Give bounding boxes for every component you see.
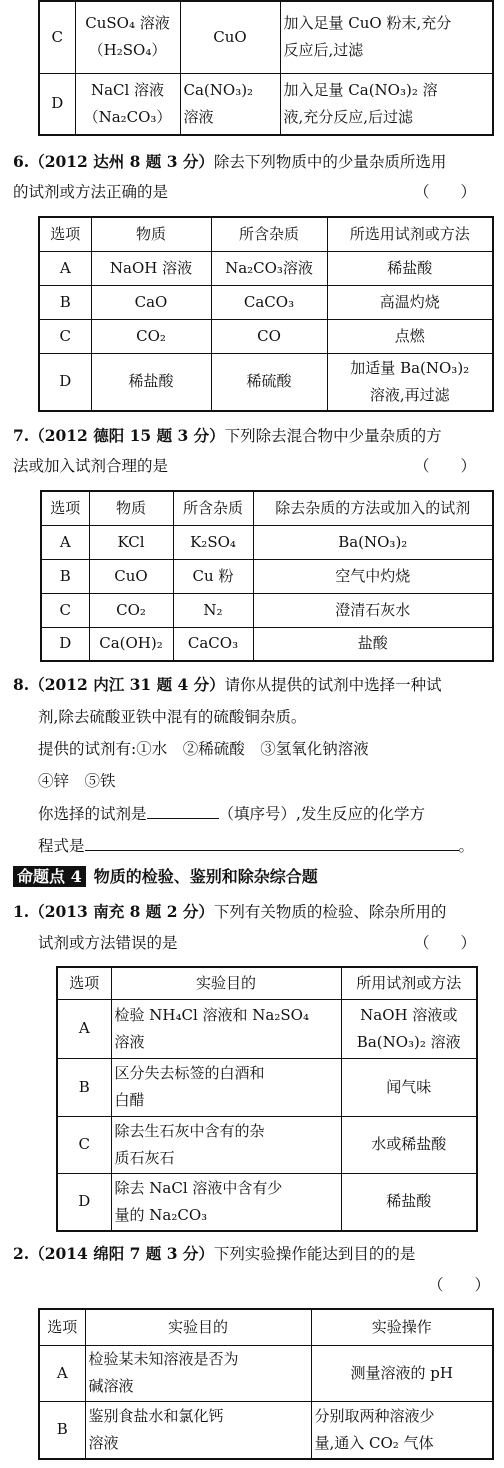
answer-blank[interactable] <box>85 832 459 851</box>
table-cell: 稀盐酸 <box>327 251 493 285</box>
table-cell: 闻气味 <box>341 1058 477 1116</box>
table-header: 选项 <box>41 491 89 525</box>
table-cell: 鉴别食盐水和氯化钙 溶液 <box>85 1401 311 1459</box>
table-cell: 盐酸 <box>253 627 493 661</box>
table-cell: CuO <box>180 1 280 73</box>
table-cell: A <box>41 525 89 559</box>
table-cell: B <box>41 559 89 593</box>
table-cell: 除去 NaCl 溶液中含有少 量的 Na₂CO₃ <box>111 1173 341 1231</box>
table-cell: A <box>39 251 91 285</box>
question-8-line-1: 8.（2012 内江 31 题 4 分）请你从提供的试剂中选择一种试 <box>13 675 442 694</box>
answer-paren: （ ） <box>413 183 476 201</box>
table-cell: CO₂ <box>89 593 173 627</box>
table-cell: Cu 粉 <box>173 559 253 593</box>
table-cell: D <box>39 73 75 135</box>
table-cell: 检验某未知溶液是否为 碱溶液 <box>85 1345 311 1401</box>
answer-paren: （ ） <box>413 457 476 475</box>
question-8-line-2: 剂,除去硫酸亚铁中混有的硫酸铜杂质。 <box>38 708 307 726</box>
table-cell: CuO <box>89 559 173 593</box>
question-7-line-1: 7.（2012 德阳 15 题 3 分）下列除去混合物中少量杂质的方 <box>13 426 442 445</box>
table-cell: CaCO₃ <box>173 627 253 661</box>
table-header: 所含杂质 <box>173 491 253 525</box>
table-header: 选项 <box>57 967 111 999</box>
problem-1-table <box>56 966 478 1232</box>
table-cell: 加入足量 CuO 粉末,充分 反应后,过滤 <box>280 1 493 73</box>
table-cell: CO₂ <box>91 319 211 353</box>
table-cell: 分别取两种溶液少 量,通入 CO₂ 气体 <box>311 1401 493 1459</box>
section-title: 物质的检验、鉴别和除杂综合题 <box>93 867 318 886</box>
table-cell: 高温灼烧 <box>327 285 493 319</box>
table-cell: N₂ <box>173 593 253 627</box>
table-cell: CaCO₃ <box>211 285 327 319</box>
answer-paren: （ ） <box>427 1276 490 1294</box>
problem-2-line-2 <box>428 1271 490 1299</box>
section-tag: 命题点 4 <box>13 866 86 887</box>
table-header: 实验操作 <box>311 1309 493 1345</box>
table-cell: C <box>39 1 75 73</box>
question-7-table <box>40 490 494 662</box>
answer-blank[interactable] <box>147 800 219 819</box>
table-header: 所选用试剂或方法 <box>327 217 493 251</box>
table-header: 所用试剂或方法 <box>341 967 477 999</box>
table-header: 物质 <box>91 217 211 251</box>
table-header: 物质 <box>89 491 173 525</box>
table-cell: CO <box>211 319 327 353</box>
table-cell: NaCl 溶液 （Na₂CO₃） <box>75 73 180 135</box>
problem-1-line-1: 1.（2013 南充 8 题 2 分）下列有关物质的检验、除杂所用的 <box>13 902 447 921</box>
table-cell: CuSO₄ 溶液 （H₂SO₄） <box>75 1 180 73</box>
table-cell: B <box>39 1401 85 1459</box>
table-cell: 水或稀盐酸 <box>341 1116 477 1173</box>
table-cell: KCl <box>89 525 173 559</box>
table-cell: 澄清石灰水 <box>253 593 493 627</box>
table-cell: NaOH 溶液 <box>91 251 211 285</box>
problem-2-table <box>38 1308 494 1460</box>
table-cell: 稀盐酸 <box>341 1173 477 1231</box>
table-cell: 加适量 Ba(NO₃)₂ 溶液,再过滤 <box>327 353 493 411</box>
table-cell: D <box>39 353 91 411</box>
table-cell: 区分失去标签的白酒和 白醋 <box>111 1058 341 1116</box>
table-cell: C <box>41 593 89 627</box>
table-header: 实验目的 <box>85 1309 311 1345</box>
table-cell: Ca(NO₃)₂ 溶液 <box>180 73 280 135</box>
problem-1-line-2: 试剂或方法错误的是 （ ） <box>38 929 490 957</box>
table-cell: 稀硫酸 <box>211 353 327 411</box>
table-cell: A <box>39 1345 85 1401</box>
table-header: 选项 <box>39 217 91 251</box>
table-cell: D <box>41 627 89 661</box>
table-cell: 空气中灼烧 <box>253 559 493 593</box>
table-cell: 稀盐酸 <box>91 353 211 411</box>
section-heading <box>13 864 318 890</box>
table-cell: NaOH 溶液或 Ba(NO₃)₂ 溶液 <box>341 999 477 1058</box>
question-6-table <box>38 216 494 412</box>
table-header: 实验目的 <box>111 967 341 999</box>
table-cell: 测量溶液的 pH <box>311 1345 493 1401</box>
table-cell: 除去生石灰中含有的杂 质石灰石 <box>111 1116 341 1173</box>
table-cell: K₂SO₄ <box>173 525 253 559</box>
question-8-line-6: 程式是 。 <box>38 832 474 860</box>
question-6-line-2: 的试剂或方法正确的是 （ ） <box>13 178 490 206</box>
table-cell: Ca(OH)₂ <box>89 627 173 661</box>
table-cell: D <box>57 1173 111 1231</box>
question-8-line-5: 你选择的试剂是 （填序号）,发生反应的化学方 <box>38 800 425 828</box>
table-header: 除去杂质的方法或加入的试剂 <box>253 491 493 525</box>
table-cell: A <box>57 999 111 1058</box>
top-table <box>38 0 494 136</box>
table-cell: 检验 NH₄Cl 溶液和 Na₂SO₄ 溶液 <box>111 999 341 1058</box>
question-7-line-2: 法或加入试剂合理的是 （ ） <box>13 452 490 480</box>
problem-2-line-1: 2.（2014 绵阳 7 题 3 分）下列实验操作能达到目的的是 <box>13 1244 416 1263</box>
question-8-line-4: ④锌 ⑤铁 <box>38 772 116 790</box>
table-cell: Ba(NO₃)₂ <box>253 525 493 559</box>
table-header: 所含杂质 <box>211 217 327 251</box>
table-cell: 加入足量 Ca(NO₃)₂ 溶 液,充分反应,后过滤 <box>280 73 493 135</box>
table-cell: C <box>39 319 91 353</box>
table-cell: 点燃 <box>327 319 493 353</box>
table-header: 选项 <box>39 1309 85 1345</box>
answer-paren: （ ） <box>413 934 476 952</box>
table-cell: CaO <box>91 285 211 319</box>
question-6-line-1: 6.（2012 达州 8 题 3 分）除去下列物质中的少量杂质所选用 <box>13 152 447 171</box>
table-cell: B <box>39 285 91 319</box>
question-8-line-3: 提供的试剂有:①水 ②稀硫酸 ③氢氧化钠溶液 <box>38 740 369 758</box>
table-cell: C <box>57 1116 111 1173</box>
table-cell: Na₂CO₃溶液 <box>211 251 327 285</box>
table-cell: B <box>57 1058 111 1116</box>
